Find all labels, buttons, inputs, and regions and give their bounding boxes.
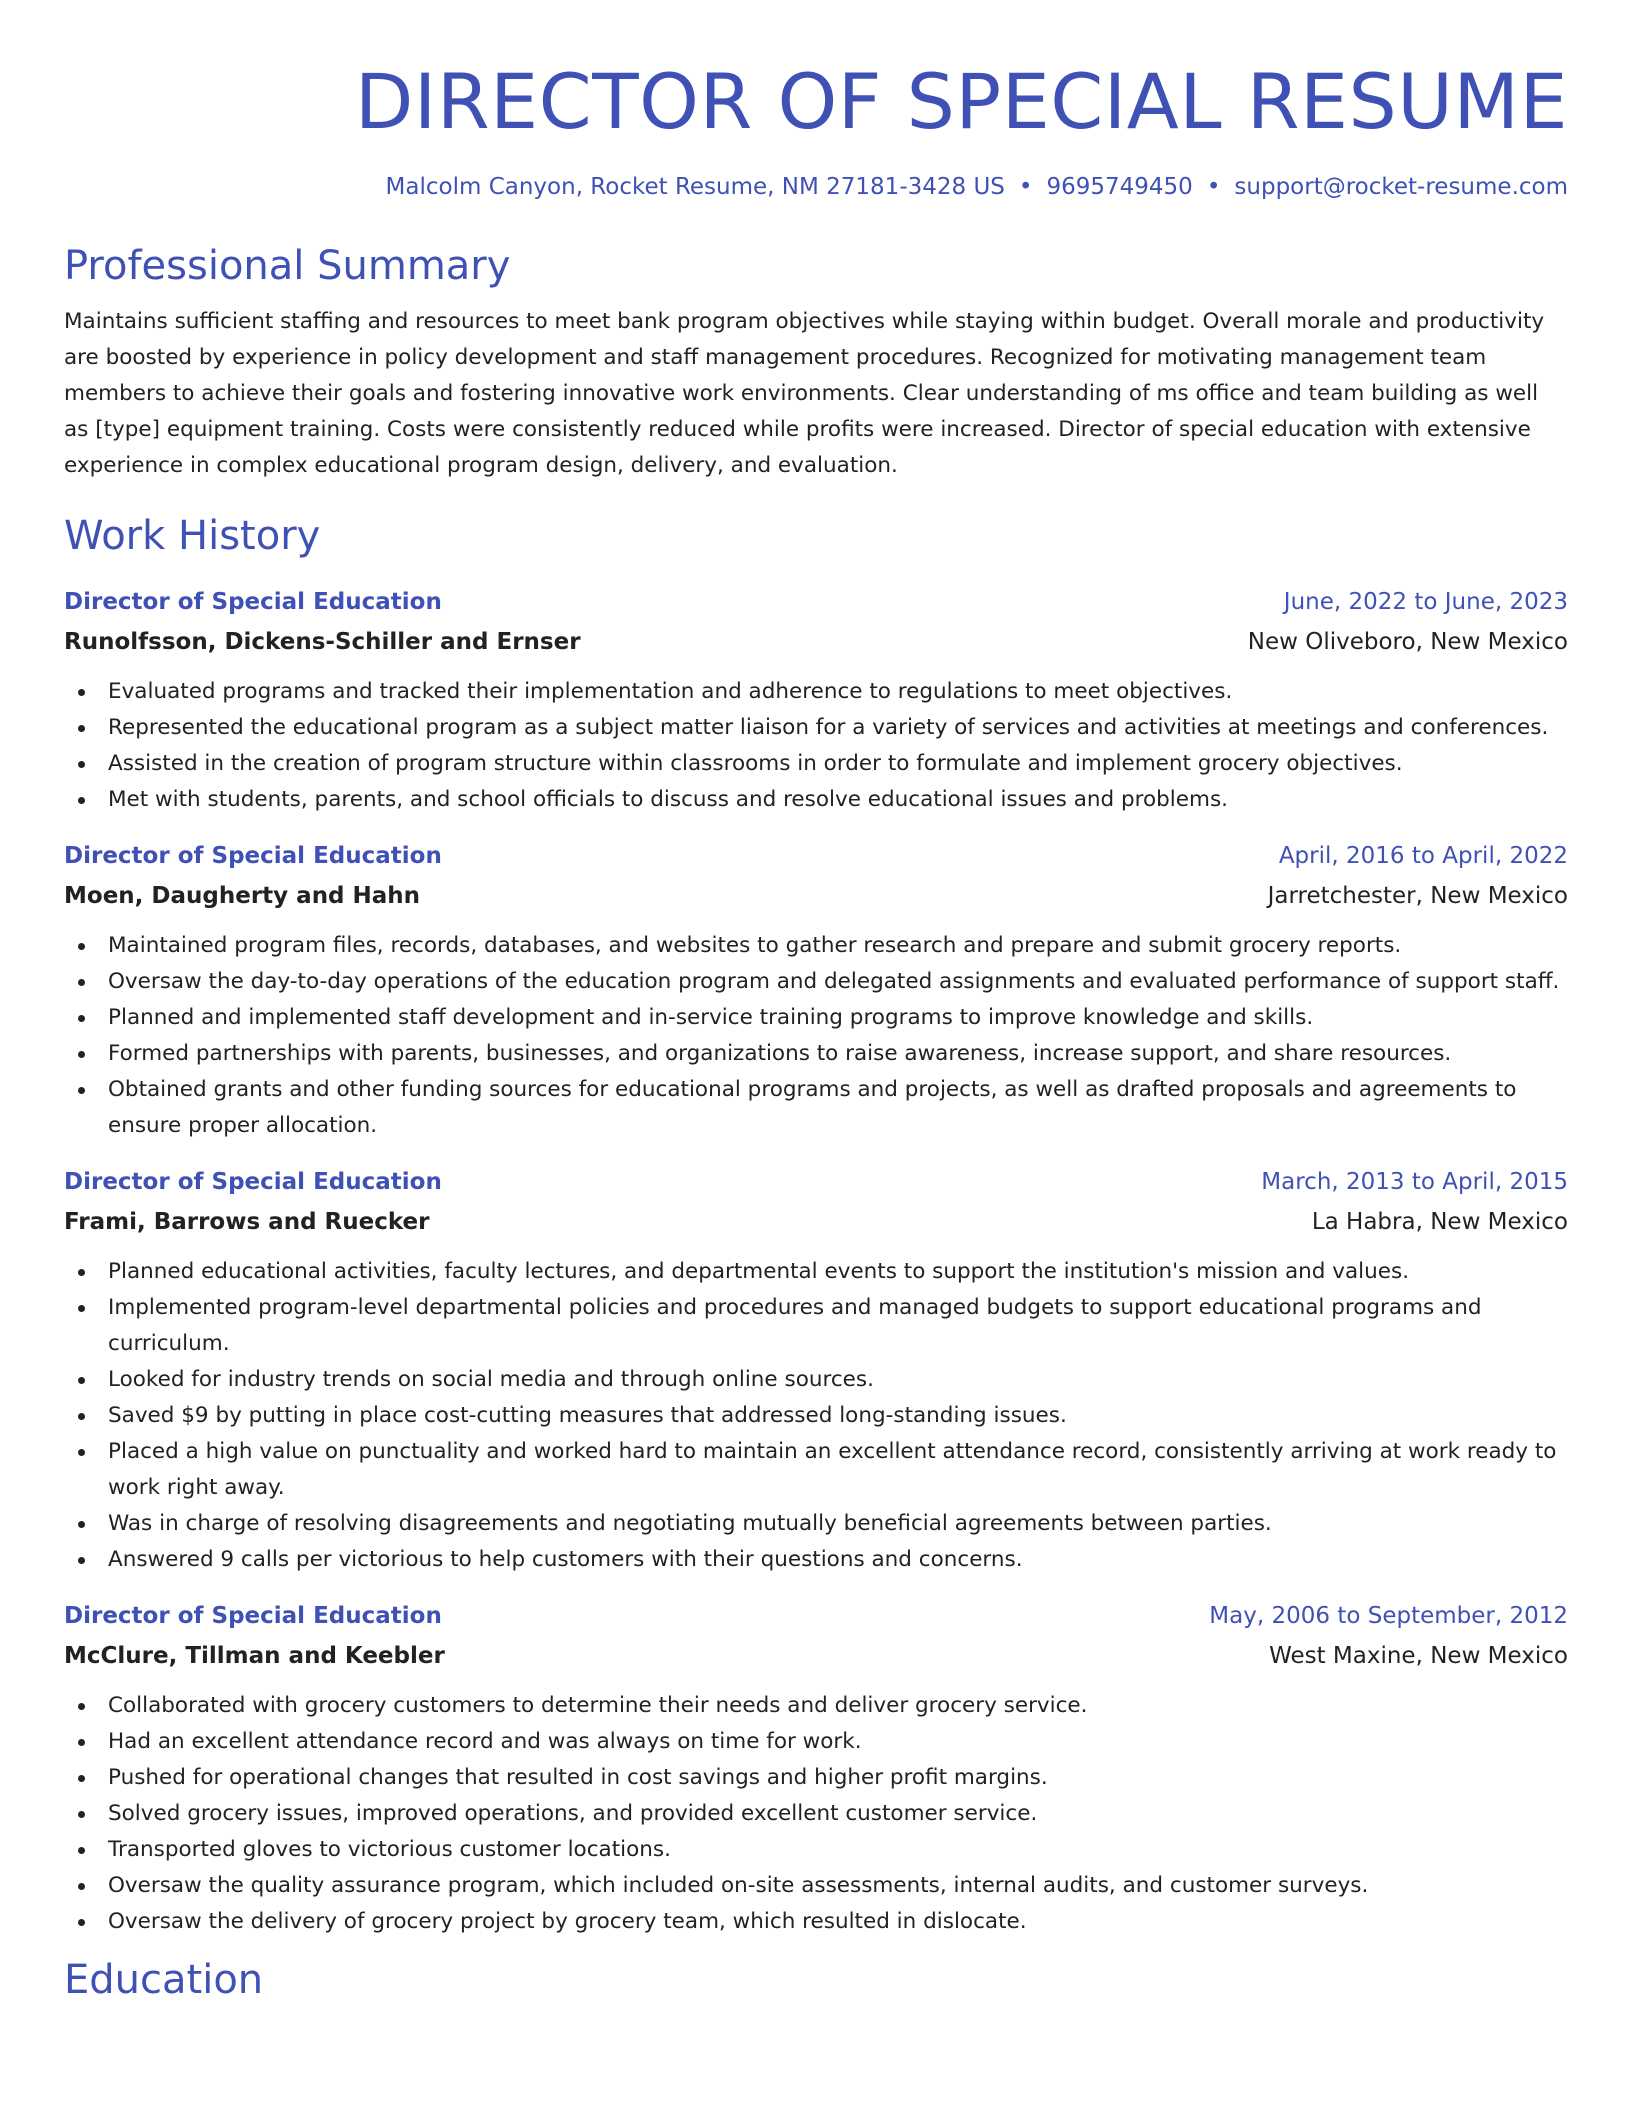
contact-line — [64, 172, 1568, 202]
job-bullet: Oversaw the delivery of grocery project by grocery team, which resulted in dislocate. — [64, 1904, 1568, 1940]
job-bullet: Assisted in the creation of program structure within classrooms in order to formulate and implement grocery objectives. — [64, 746, 1568, 782]
job-entry — [64, 1162, 1568, 1578]
job-bullet: Implemented program-level departmental policies and procedures and managed budgets to support educational programs and curriculum. — [64, 1290, 1568, 1362]
job-bullet-list — [64, 674, 1568, 818]
job-bullet: Answered 9 calls per victorious to help customers with their questions and concerns. — [64, 1542, 1568, 1578]
job-title: Director of Special Education — [64, 1169, 442, 1195]
job-bullet: Planned educational activities, faculty lectures, and departmental events to support the institution's mission and values. — [64, 1254, 1568, 1290]
job-bullet: Evaluated programs and tracked their implementation and adherence to regulations to meet objectives. — [64, 674, 1568, 710]
job-title: Director of Special Education — [64, 1603, 442, 1629]
job-bullet: Formed partnerships with parents, businesses, and organizations to raise awareness, increase support, and share resources. — [64, 1036, 1568, 1072]
job-company-row — [64, 1636, 1568, 1676]
job-company-row — [64, 876, 1568, 916]
contact-phone: 9695749450 — [1046, 174, 1193, 200]
job-dates: March, 2013 to April, 2015 — [1261, 1169, 1568, 1195]
work-history-list — [64, 582, 1568, 1940]
job-title-row — [64, 1596, 1568, 1636]
job-bullet: Planned and implemented staff development and in-service training programs to improve knowledge and skills. — [64, 1000, 1568, 1036]
job-entry — [64, 582, 1568, 818]
contact-address: Malcolm Canyon, Rocket Resume, NM 27181-3428 US — [385, 174, 1005, 200]
job-bullet: Placed a high value on punctuality and worked hard to maintain an excellent attendance record, consistently arriving at work ready to work right away. — [64, 1434, 1568, 1506]
resume-title: DIRECTOR OF SPECIAL RESUME — [354, 57, 1568, 146]
job-bullet: Maintained program files, records, databases, and websites to gather research and prepare and submit grocery reports. — [64, 928, 1568, 964]
job-bullet-list — [64, 1688, 1568, 1940]
job-dates: April, 2016 to April, 2022 — [1278, 843, 1568, 869]
job-company: Moen, Daugherty and Hahn — [64, 883, 421, 909]
job-company: Runolfsson, Dickens-Schiller and Ernser — [64, 629, 581, 655]
contact-email: support@rocket-resume.com — [1234, 174, 1568, 200]
summary-text: Maintains sufficient staffing and resources to meet bank program objectives while staying within budget. Overall morale and productivity are boosted by experience in policy development and staff management procedures. Recognized for motivating management team members to achieve their goals and fostering innovative work environments. Clear understanding of ms office and team building as well as [type] equipment training. Costs were consistently reduced while profits were increased. Director of special education with extensive experience in complex educational program design, delivery, and evaluation. — [64, 309, 1545, 478]
job-company: McClure, Tillman and Keebler — [64, 1643, 445, 1669]
job-bullet: Looked for industry trends on social media and through online sources. — [64, 1362, 1568, 1398]
job-bullet: Oversaw the day-to-day operations of the education program and delegated assignments and evaluated performance of support staff. — [64, 964, 1568, 1000]
job-title-row — [64, 836, 1568, 876]
job-bullet-list — [64, 1254, 1568, 1578]
job-title: Director of Special Education — [64, 589, 442, 615]
job-company: Frami, Barrows and Ruecker — [64, 1209, 430, 1235]
job-bullet: Was in charge of resolving disagreements and negotiating mutually beneficial agreements between parties. — [64, 1506, 1568, 1542]
job-bullet: Met with students, parents, and school officials to discuss and resolve educational issues and problems. — [64, 782, 1568, 818]
job-bullet: Pushed for operational changes that resulted in cost savings and higher profit margins. — [64, 1760, 1568, 1796]
job-title-row — [64, 1162, 1568, 1202]
resume-page — [64, 0, 1568, 2006]
education-heading: Education — [64, 1957, 264, 2003]
job-entry — [64, 836, 1568, 1144]
job-company-row — [64, 622, 1568, 662]
job-bullet: Oversaw the quality assurance program, which included on-site assessments, internal audits, and customer surveys. — [64, 1868, 1568, 1904]
job-location: La Habra, New Mexico — [1311, 1209, 1568, 1235]
job-bullet: Collaborated with grocery customers to determine their needs and deliver grocery service. — [64, 1688, 1568, 1724]
job-title-row — [64, 582, 1568, 622]
job-bullet-list — [64, 928, 1568, 1144]
job-dates: May, 2006 to September, 2012 — [1209, 1603, 1568, 1629]
job-entry — [64, 1596, 1568, 1940]
job-bullet: Transported gloves to victorious customer locations. — [64, 1832, 1568, 1868]
job-location: West Maxine, New Mexico — [1269, 1643, 1568, 1669]
job-title: Director of Special Education — [64, 843, 442, 869]
contact-separator: • — [1018, 174, 1033, 200]
job-bullet: Had an excellent attendance record and was always on time for work. — [64, 1724, 1568, 1760]
job-bullet: Represented the educational program as a subject matter liaison for a variety of services and activities at meetings and conferences. — [64, 710, 1568, 746]
job-bullet: Obtained grants and other funding sources for educational programs and projects, as well as drafted proposals and agreements to ensure proper allocation. — [64, 1072, 1568, 1144]
contact-separator: • — [1206, 174, 1221, 200]
job-location: New Oliveboro, New Mexico — [1247, 629, 1568, 655]
job-bullet: Solved grocery issues, improved operations, and provided excellent customer service. — [64, 1796, 1568, 1832]
job-bullet: Saved $9 by putting in place cost-cutting measures that addressed long-standing issues. — [64, 1398, 1568, 1434]
work-history-heading: Work History — [64, 513, 321, 559]
summary-heading: Professional Summary — [64, 243, 511, 289]
job-dates: June, 2022 to June, 2023 — [1283, 589, 1568, 615]
job-location: Jarretchester, New Mexico — [1267, 883, 1568, 909]
job-company-row — [64, 1202, 1568, 1242]
